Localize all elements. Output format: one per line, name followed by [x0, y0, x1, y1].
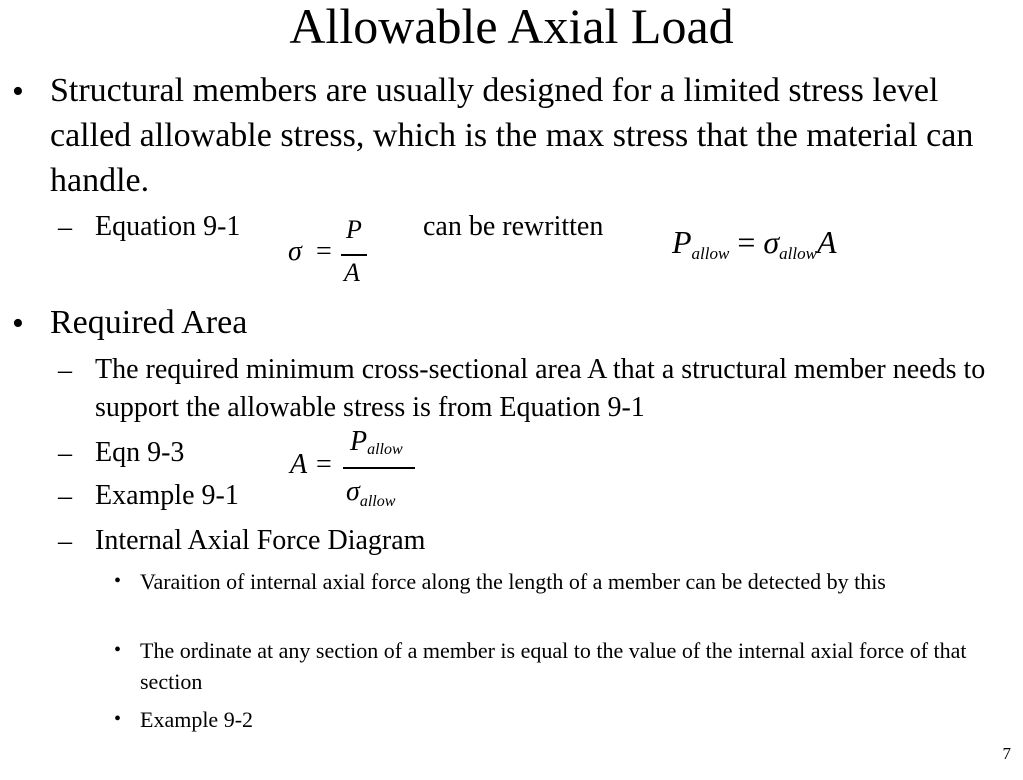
- eq93-equals: =: [316, 449, 332, 480]
- sub-item-ordinate: The ordinate at any section of a member is equal to the value of the internal axial force of that section: [140, 638, 967, 694]
- dash-marker: –: [58, 526, 72, 557]
- slide-title: Allowable Axial Load: [289, 0, 734, 54]
- page-number: 7: [1002, 744, 1011, 763]
- eq93-numerator: [350, 426, 403, 458]
- equation-9-1-label: Equation 9-1: [95, 211, 241, 242]
- rewrite-P: P: [672, 224, 692, 260]
- sub-item-example-9-2: Example 9-2: [140, 707, 254, 732]
- small-bullet-marker: •: [114, 708, 122, 730]
- eq93-A: A: [290, 449, 308, 480]
- small-bullet-marker: •: [114, 570, 122, 592]
- small-bullet-marker: •: [114, 639, 122, 661]
- internal-axial-force-diagram-label: Internal Axial Force Diagram: [95, 525, 426, 556]
- eq91-fraction-bar: [341, 254, 367, 256]
- rewrite-sigma-subscript: allow: [779, 244, 817, 263]
- rewrite-equals: =: [737, 224, 756, 260]
- rewrite-P-subscript: allow: [691, 244, 730, 263]
- eq93-P: P: [350, 426, 368, 457]
- equation-allowable-load: [672, 224, 837, 261]
- eq91-sigma: σ: [288, 236, 302, 267]
- eq91-denominator: A: [344, 258, 360, 287]
- bullet-allowable-stress-text: Structural members are usually designed for a limited stress level called allowable stress, which is the max stress that the material can handle.: [50, 72, 974, 199]
- eq93-sigma: σ: [346, 476, 360, 507]
- eqn-9-3-label: Eqn 9-3: [95, 437, 185, 468]
- sub-item-variation: Varaition of internal axial force along the length of a member can be detected by this: [140, 569, 886, 594]
- eq93-sigma-subscript: allow: [359, 493, 396, 510]
- required-area-description: The required minimum cross-sectional area A that a structural member needs to support the allowable stress is from Equation 9-1: [95, 354, 986, 423]
- dash-marker: –: [58, 212, 72, 243]
- eq93-fraction-bar: [343, 467, 415, 469]
- bullet-required-area-text: Required Area: [50, 304, 248, 341]
- rewrite-sigma: σ: [763, 224, 780, 260]
- example-9-1-label: Example 9-1: [95, 480, 239, 511]
- rewrite-A: A: [816, 224, 837, 260]
- bullet-marker: •: [12, 73, 24, 110]
- eq93-denominator: [346, 476, 395, 508]
- rewrite-label: can be rewritten: [423, 211, 604, 242]
- bullet-marker: •: [12, 305, 24, 342]
- eq91-equals: =: [316, 236, 332, 267]
- eq91-numerator: P: [346, 215, 362, 244]
- dash-marker: –: [58, 438, 72, 469]
- dash-marker: –: [58, 355, 72, 386]
- dash-marker: –: [58, 481, 72, 512]
- eq93-P-subscript: allow: [367, 441, 403, 458]
